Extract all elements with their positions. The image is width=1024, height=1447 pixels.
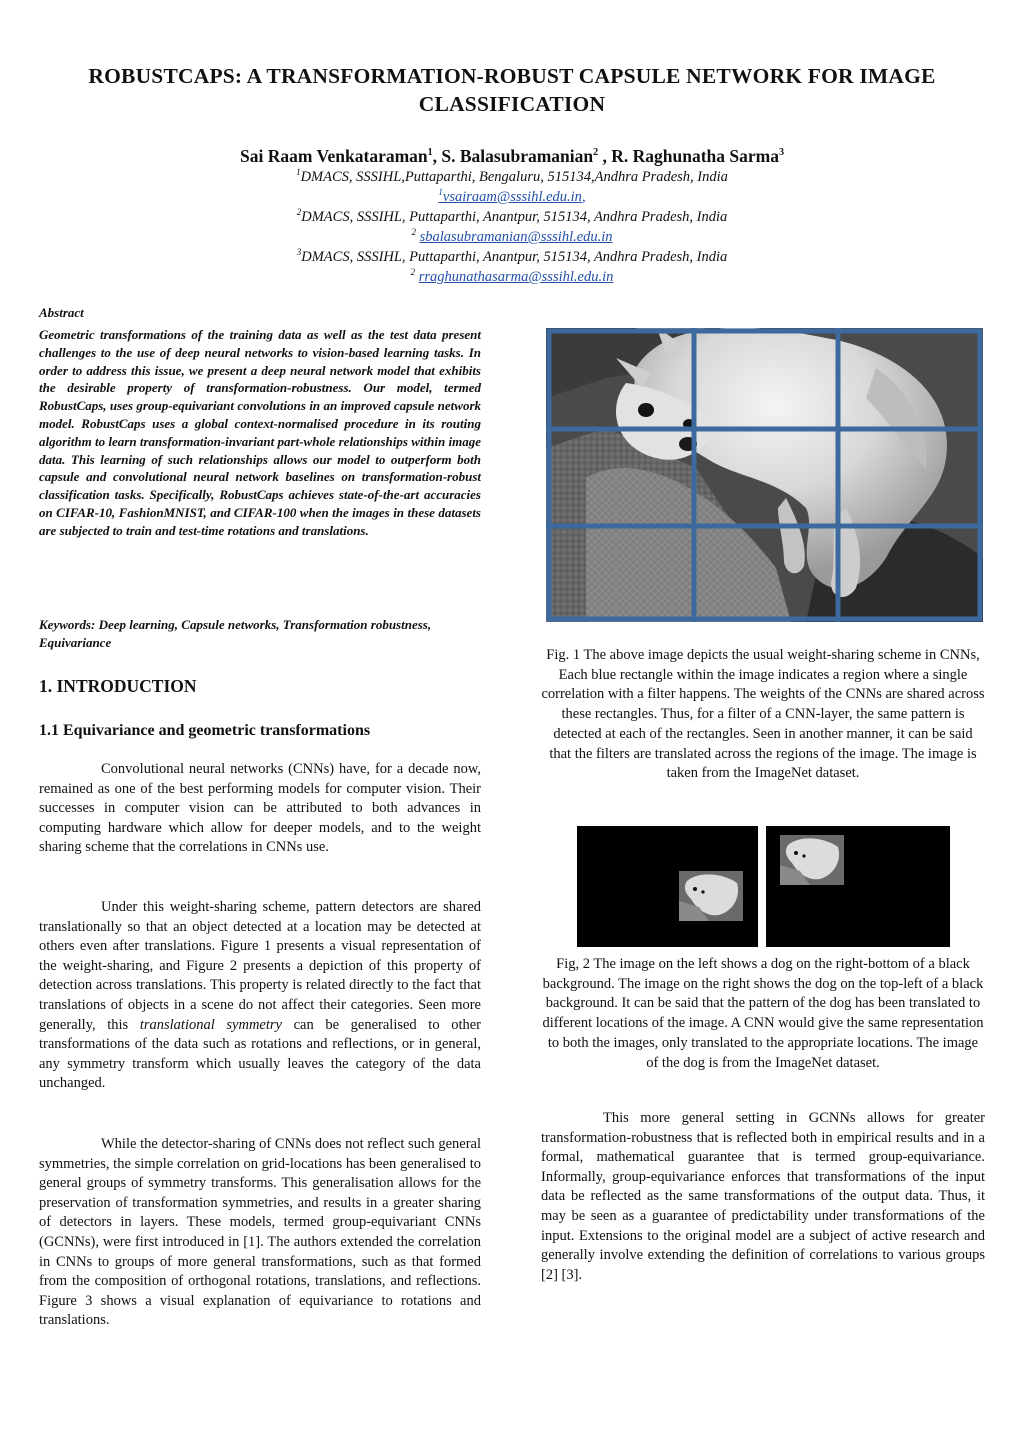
- affiliation-1: $^1$DMACS, SSSIHL,Puttaparthi, Bengaluru, 515134,Andhra Pradesh, India: [296, 167, 728, 185]
- intro-paragraph-3: While the detector-sharing of CNNs does not reflect such general symmetries, the simple correlation on grid-locations has been generalised to general groups of symmetry transforms. This generalisation allows for the preservation of transformation symmetries, and results in a greater sharing of detectors in layers. These models, termed group-equivariant CNNs (GCNNs), were first introduced in [1]. The authors extended the correlation in CNNs to groups of more general transformations, such as that formed from the composition of orthogonal rotations, translations, and reflections. Figure 3 shows a visual explanation of equivariance to rotations and translations.: [39, 1136, 481, 1329]
- author-sup: 2: [593, 147, 599, 158]
- figure-2-left-image: [577, 826, 758, 947]
- intro-paragraph-4: This more general setting in GCNNs allows for greater transformation-robustness that is reflected both in empirical results and in a formal, mathematical guarantee that is termed group-equivariance. Informally, group-equivariance enforces that transformations of the input data be reflected as the same transformations of the output data. Thus, it may be seen as a guarantee of predictability under transformations of the input. Extensions to the original model are a subject of active research and generally involve extending the definition of correlations to various groups [2] [3].: [541, 1110, 985, 1283]
- dog-photo-grid: [546, 328, 983, 622]
- affiliation-3: $^3$DMACS, SSSIHL, Puttaparthi, Anantpur, 515134, Andhra Pradesh, India: [296, 247, 728, 265]
- email-link[interactable]: rraghunathasarma@sssihl.edu.in: [418, 268, 614, 285]
- subsection-heading: 1.1 Equivariance and geometric transformations: [39, 722, 371, 739]
- author-sup: 3: [779, 147, 784, 158]
- keywords: Keywords: Deep learning, Capsule networks, Transformation robustness, Equivariance: [39, 617, 432, 650]
- author-name: R. Raghunatha Sarma: [611, 145, 779, 166]
- intro-paragraph-1: Convolutional neural networks (CNNs) have, for a decade now, remained as one of the best performing models for computer vision. Their successes in computer vision can be attributed to both advances in computing hardware which allow for deeper models, and to the weight sharing scheme that the correlations in CNNs use.: [39, 761, 481, 856]
- intro-paragraph-2: Under this weight-sharing scheme, pattern detectors are shared translationally so that an object detected at a location may be detected at others even after translations. Figure 1 presents a visual representation of the weight-sharing, and Figure 2 presents a depiction of this property of detection across translations. This property is related directly to the fact that translations of objects in a scene do not affect their categories. Seen more generally, this translational symmetry can be generalised to other transformations of the data such as rotations and reflections, or in general, any symmetry transform which usually leaves the category of the data unchanged.: [39, 899, 482, 1092]
- affiliation-2: $^2$DMACS, SSSIHL, Puttaparthi, Anantpur, 515134, Andhra Pradesh, India: [296, 207, 728, 225]
- author-name: Sai Raam Venkataraman: [239, 145, 428, 166]
- author-list: Sai Raam Venkataraman$^1$, S. Balasubramanian$^2$ , R. Raghunatha Sarma$^3$: [239, 145, 784, 166]
- dog-thumbnail-top-left: [780, 835, 844, 885]
- email-link[interactable]: $^1$vsairaam@sssihl.edu.in,: [438, 187, 586, 205]
- figure-1-dog-grid: [546, 328, 983, 622]
- email-link[interactable]: sbalasubramanian@sssihl.edu.in: [419, 228, 613, 245]
- figure-1-caption: Fig. 1 The above image depicts the usual weight-sharing scheme in CNNs, Each blue rectangle within the image indicates a region where a single correlation with a filter happens. The weights of the CNNs are shared across these rectangles. Thus, for a filter of a CNN-layer, the same pattern is detected at each of the rectangles. Seen in another manner, it can be said that the filters are translated across the regions of the image. The image is taken from the ImageNet dataset.: [541, 647, 985, 782]
- figure-2-caption: Fig, 2 The image on the left shows a dog on the right-bottom of a black background. The image on the right shows the dog on the top-left of a black background. It can be said that the pattern of the dog has been translated to different locations of the image. A CNN would give the same representation to both the images, only translated to the appropriate locations. The image of the dog is from the ImageNet dataset.: [542, 956, 984, 1071]
- paper-title: ROBUSTCAPS: A TRANSFORMATION-ROBUST CAPSULE NETWORK FOR IMAGE CLASSIFICATION: [88, 64, 936, 116]
- figure-2-right-image: [766, 826, 950, 947]
- abstract-heading: Abstract: [39, 305, 84, 320]
- abstract-text: Geometric transformations of the training data as well as the test data present challenges to the use of deep neural networks to vision-based learning tasks. In order to address this issue, we present a deep neural network model that exhibits the desirable property of transformation-robustness. Our model, termed RobustCaps, uses group-equivariant convolutions in an improved capsule network model. RobustCaps uses a global context-normalised procedure in its routing algorithm to learn transformation-invariant part-whole relationships within image data. This learning of such relationships allows our model to outperform both capsule and convolutional neural network baselines on transformation-robust classification tasks. Specifically, RobustCaps achieves state-of-the-art accuracies on CIFAR-10, FashionMNIST, and CIFAR-100 when the images in these datasets are subjected to train and test-time rotations and translations.: [39, 327, 481, 538]
- section-heading: 1. INTRODUCTION: [39, 676, 197, 696]
- dog-thumbnail-bottom-right: [679, 871, 743, 921]
- email-3: $^2$ rraghunathasarma@sssihl.edu.in: [410, 267, 614, 285]
- author-name: S. Balasubramanian: [441, 145, 594, 166]
- author-sup: 1: [427, 147, 433, 158]
- email-2: $^2$ sbalasubramanian@sssihl.edu.in: [411, 227, 613, 245]
